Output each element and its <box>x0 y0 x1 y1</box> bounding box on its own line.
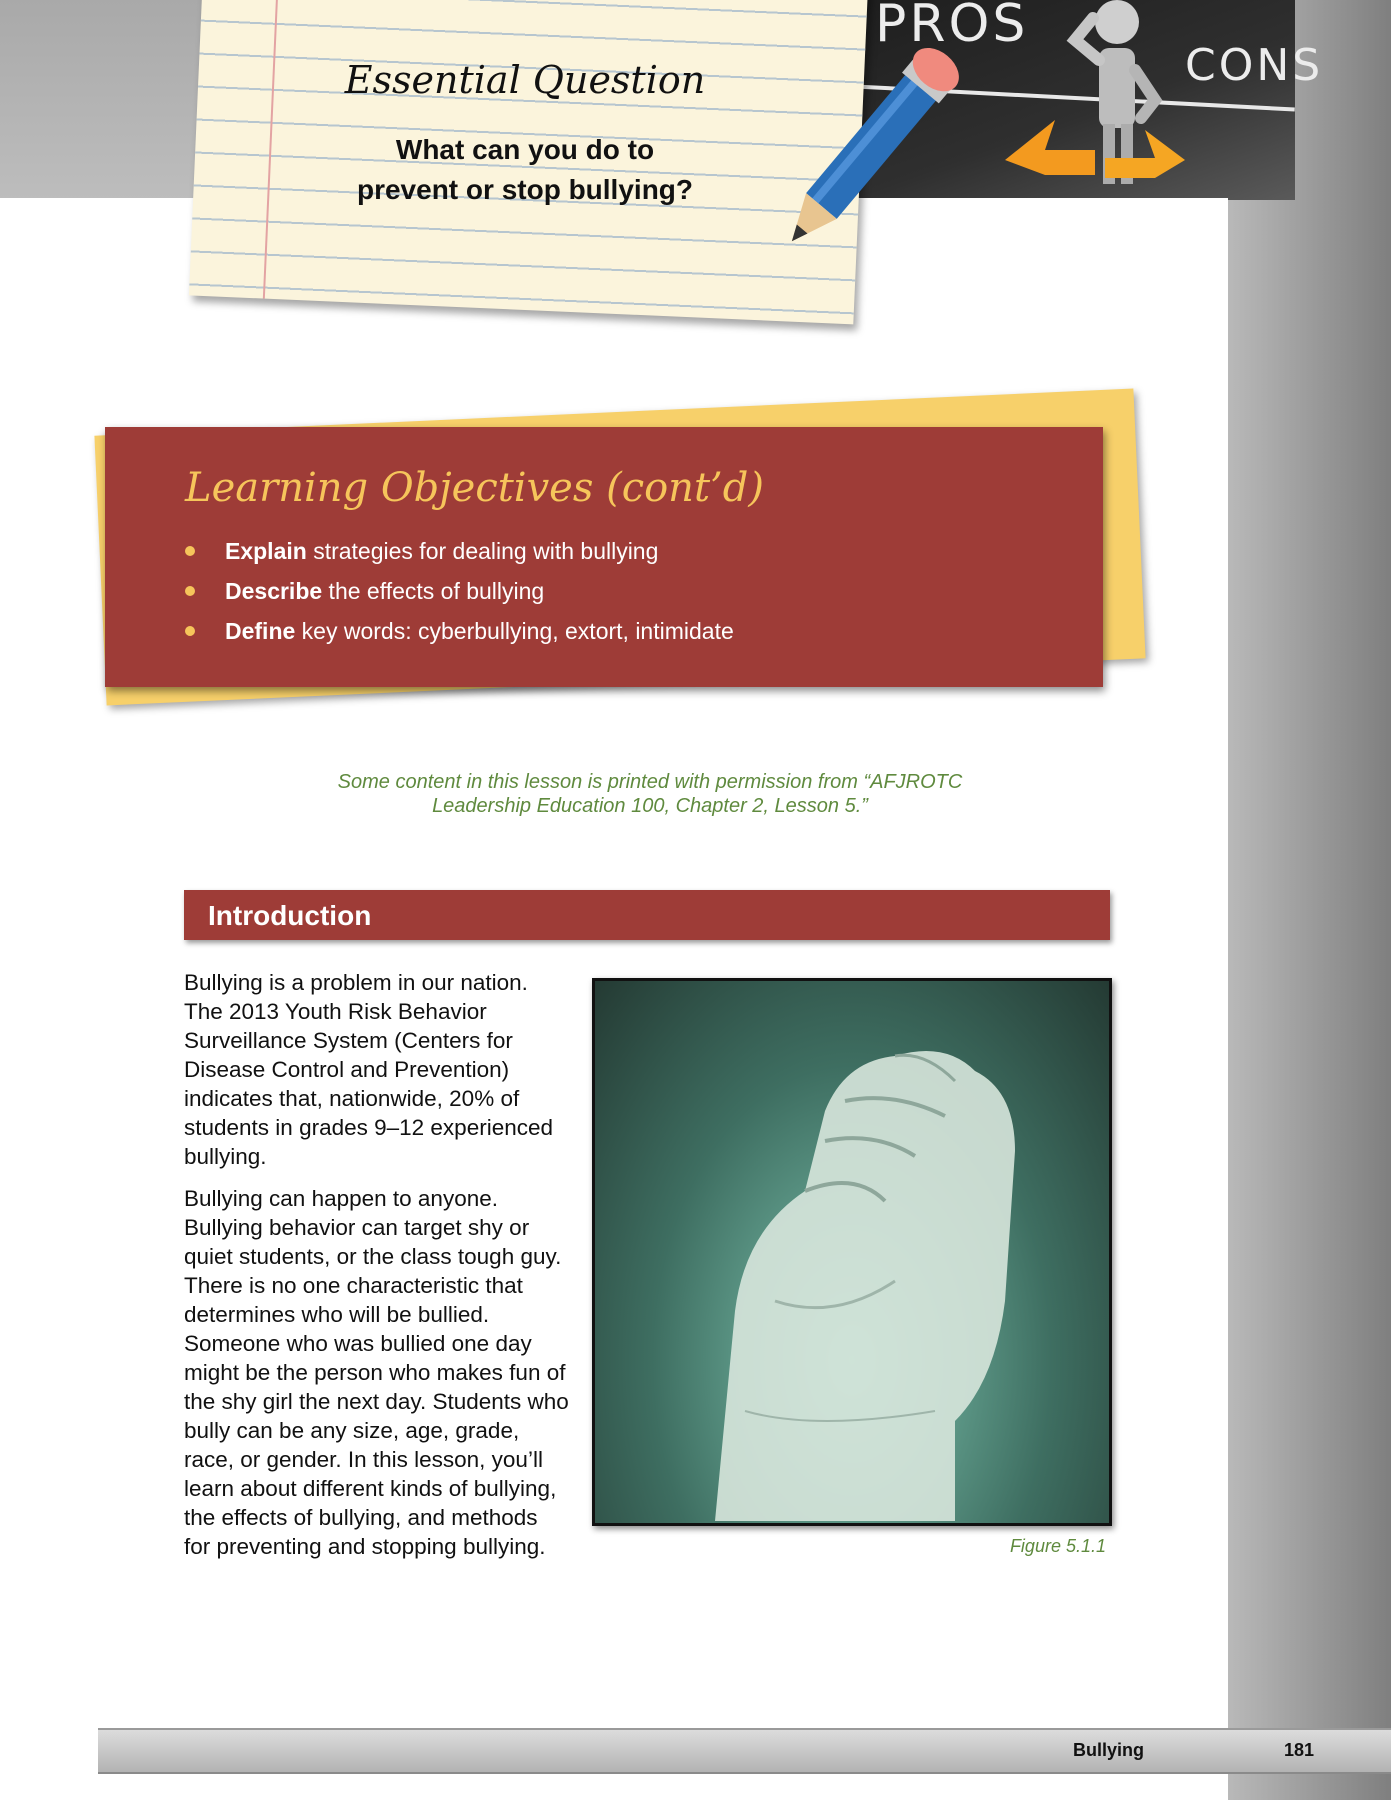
introduction-body <box>184 968 570 1574</box>
essential-question-line-2: prevent or stop bullying? <box>356 174 693 205</box>
objective-item: Describe the effects of bullying <box>225 571 734 611</box>
raised-fist-icon <box>595 981 1109 1523</box>
objectives-list <box>225 531 734 651</box>
introduction-heading: Introduction <box>208 900 372 931</box>
bullet-icon <box>185 546 195 556</box>
notebook-margin-line <box>263 0 280 299</box>
permission-line-2: Leadership Education 100, Chapter 2, Lesson 5.” <box>432 795 868 817</box>
introduction-paragraph-1: Bullying is a problem in our nation. The 2013 Youth Risk Behavior Surveillance System (Centers for Disease Control and Prevention) indicates that, nationwide, 20% of students in grades 9–12 experienced bullying. <box>184 970 554 1169</box>
introduction-banner <box>184 890 1110 940</box>
raised-fist-figure <box>592 978 1112 1526</box>
learning-objectives-title: Learning Objectives (cont’d) <box>185 465 764 511</box>
figure-caption: Figure 5.1.1 <box>1009 1536 1106 1556</box>
page-footer <box>98 1728 1391 1774</box>
essential-question-title: Essential Question <box>344 58 706 102</box>
learning-objectives-panel <box>105 427 1103 687</box>
essential-question-text <box>320 130 730 210</box>
objective-item: Explain strategies for dealing with bullying <box>225 531 734 571</box>
introduction-paragraph-2: Bullying can happen to anyone. Bullying behavior can target shy or quiet students, or the class tough guy. There is no one characteristic that determines who will be bullied. Someone who was bullied one day might be the person who makes fun of the shy girl the next day. Students who bully can be any size, age, grade, race, or gender. In this lesson, you’ll learn about different kinds of bullying, the effects of bullying, and methods for preventing and stopping bullying. <box>184 1186 569 1559</box>
permission-line-1: Some content in this lesson is printed with permission from “AFJROTC <box>337 771 963 793</box>
footer-section-title: Bullying <box>1073 1740 1144 1760</box>
chalk-word-pros: PROS <box>875 0 1029 54</box>
objective-item: Define key words: cyberbullying, extort, intimidate <box>225 611 734 651</box>
right-gray-margin <box>1228 0 1391 1800</box>
essential-question-line-1: What can you do to <box>395 134 655 165</box>
bullet-icon <box>185 586 195 596</box>
permission-note <box>260 770 1040 818</box>
chalk-word-cons: CONS <box>1185 40 1324 91</box>
bullet-icon <box>185 626 195 636</box>
page-number: 181 <box>1284 1740 1315 1760</box>
pencil-icon <box>730 30 990 290</box>
